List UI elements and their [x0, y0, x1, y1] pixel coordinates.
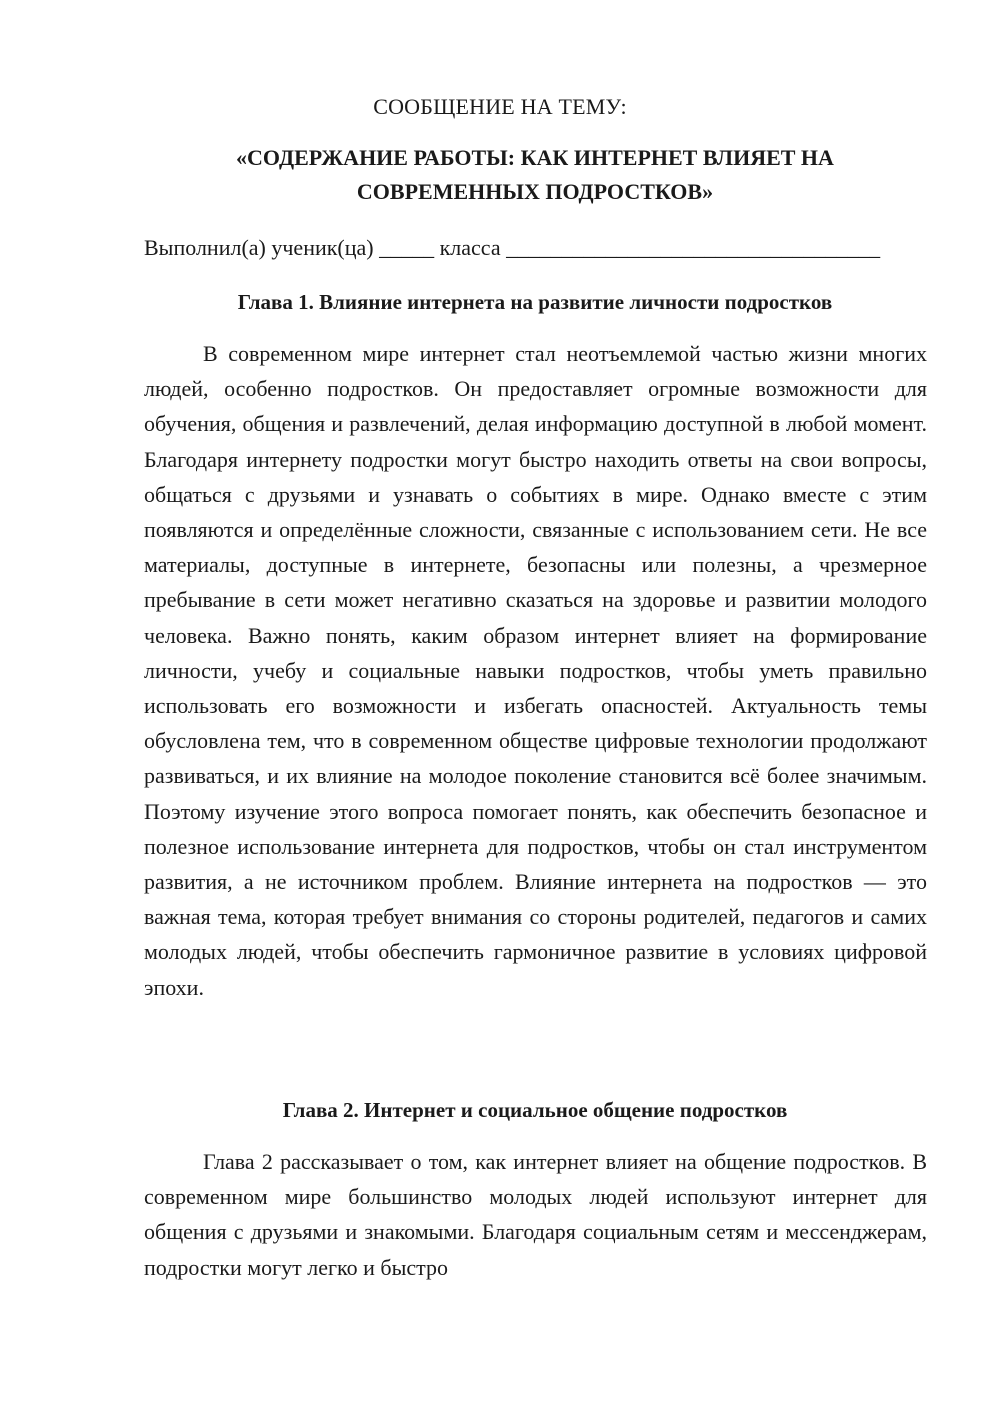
document-title: «СОДЕРЖАНИЕ РАБОТЫ: КАК ИНТЕРНЕТ ВЛИЯЕТ НА СОВРЕМЕННЫХ ПОДРОСТКОВ» — [236, 145, 834, 204]
document-header: СООБЩЕНИЕ НА ТЕМУ: — [373, 94, 627, 119]
chapter-2-heading: Глава 2. Интернет и социальное общение подростков — [282, 1098, 788, 1122]
chapter-1-heading: Глава 1. Влияние интернета на развитие личности подростков — [237, 290, 833, 314]
chapter-1-paragraph: В современном мире интернет стал неотъемлемой частью жизни многих людей, особенно подростков. Он предоставляет огромные возможности для обучения, общения и развлечений, делая информацию доступной в любой момент. Благодаря интернету подростки могут быстро находить ответы на свои вопросы, общаться с друзьями и узнавать о событиях в мире. Однако вместе с этим появляются и определённые сложности, связанные с использованием сети. Не все материалы, доступные в интернете, безопасны или полезны, а чрезмерное пребывание в сети может негативно сказаться на здоровье и развитии молодого человека. Важно понять, каким образом интернет влияет на формирование личности, учебу и социальные навыки подростков, чтобы уметь правильно использовать его возможности и избегать опасностей. Актуальность темы обусловлена тем, что в современном обществе цифровые технологии продолжают развиваться, и их влияние на молодое поколение становится всё более значимым. Поэтому изучение этого вопроса помогает понять, как обеспечить безопасное и полезное использование интернета для подростков, чтобы он стал инструментом развития, а не источником проблем. Влияние интернета на подростков — это важная тема, которая требует внимания со стороны родителей, педагогов и самих молодых людей, чтобы обеспечить гармоничное развитие в условиях цифровой эпохи. — [144, 341, 927, 1000]
author-line: Выполнил(а) ученик(ца) _____ класса __________________________________ — [144, 235, 881, 260]
chapter-2-paragraph: Глава 2 рассказывает о том, как интернет влияет на общение подростков. В современном мире большинство молодых людей используют интернет для общения с друзьями и знакомыми. Благодаря социальным сетям и мессенджерам, подростки могут легко и быстро — [144, 1149, 927, 1280]
